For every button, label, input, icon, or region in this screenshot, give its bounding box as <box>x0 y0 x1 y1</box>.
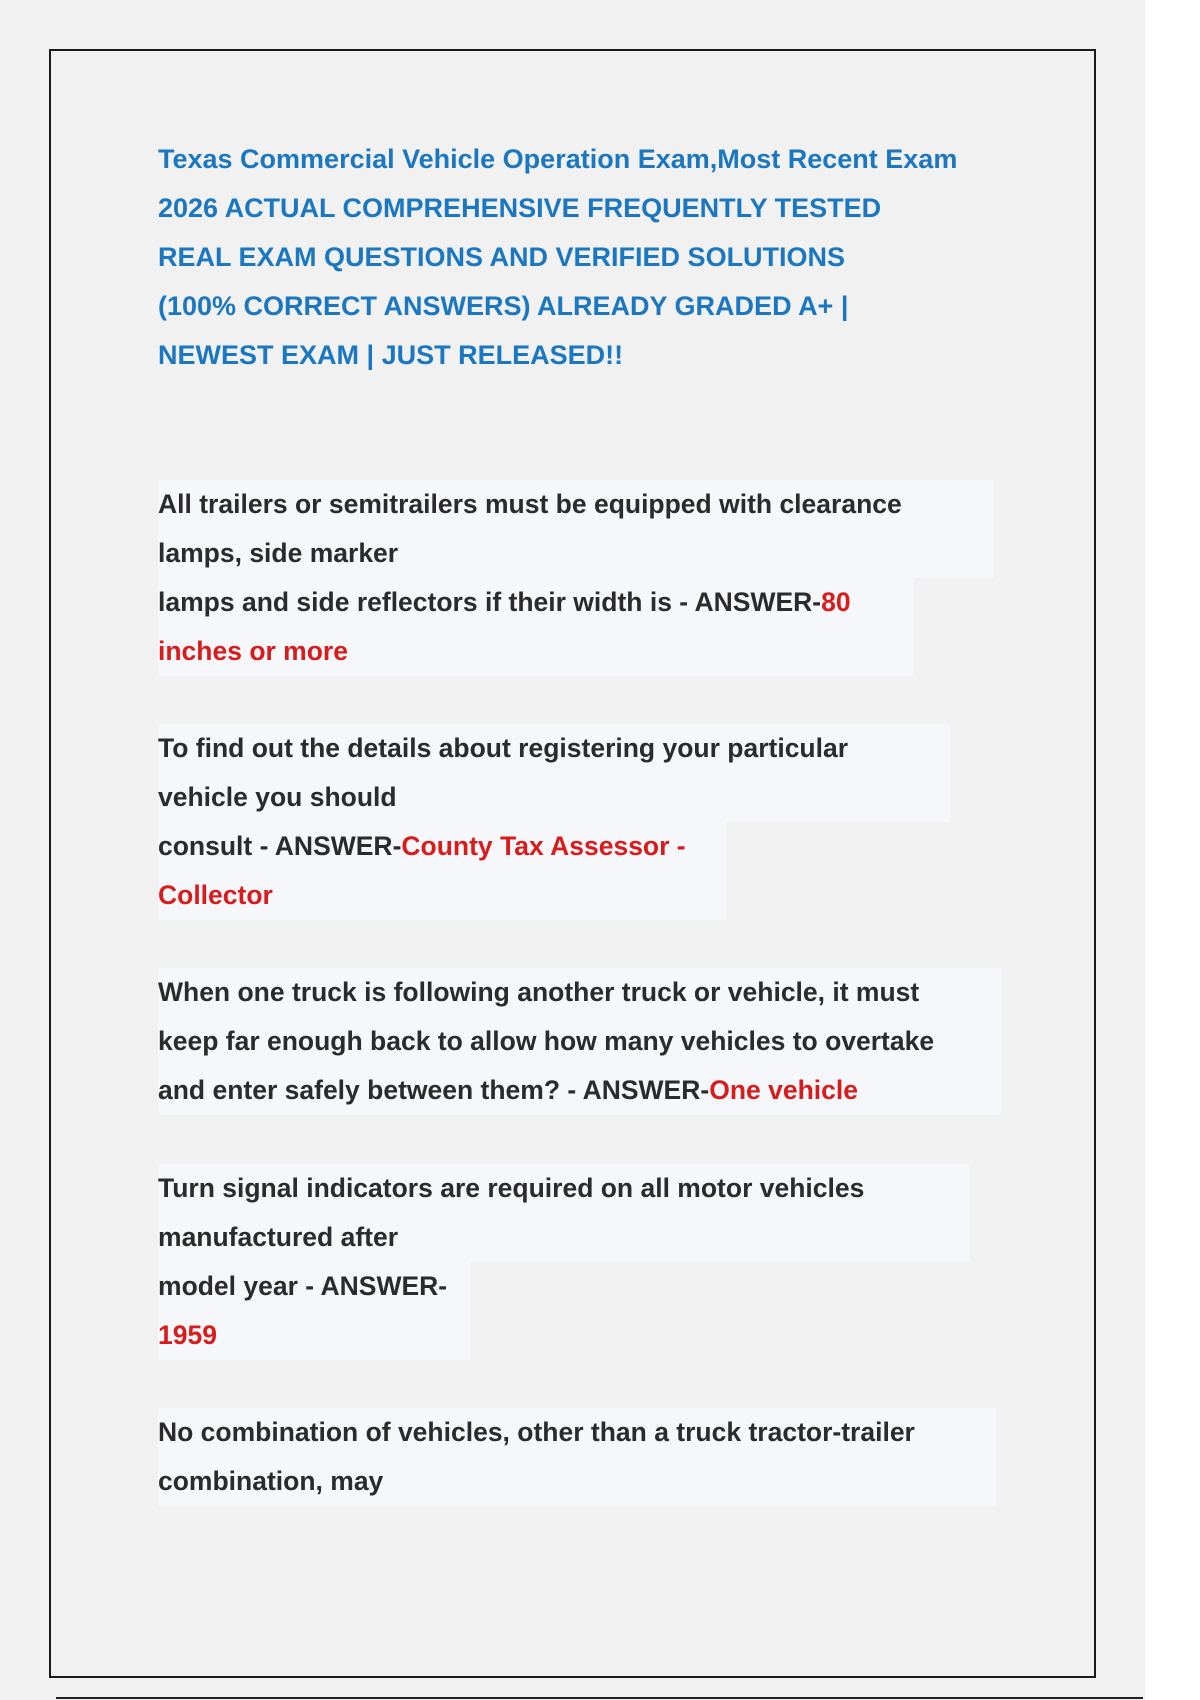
question-line: Turn signal indicators are required on all motor vehicles <box>158 1164 970 1213</box>
question-line: vehicle you should <box>158 773 950 822</box>
question-text: and enter safely between them? - ANSWER- <box>158 1075 710 1105</box>
question-line: No combination of vehicles, other than a truck tractor-trailer <box>158 1408 996 1457</box>
question-line <box>158 822 726 871</box>
title-line: REAL EXAM QUESTIONS AND VERIFIED SOLUTIONS <box>158 242 846 272</box>
question-line: All trailers or semitrailers must be equipped with clearance <box>158 480 994 529</box>
question-line: combination, may <box>158 1457 996 1506</box>
bottom-rule <box>56 1697 1143 1699</box>
question-line <box>158 578 914 627</box>
question-line: To find out the details about registering your particular <box>158 724 950 773</box>
question-block <box>158 480 994 676</box>
question-line <box>158 1066 1002 1115</box>
question-text: lamps and side reflectors if their width is - ANSWER- <box>158 587 822 617</box>
answer-text: Collector <box>158 871 726 920</box>
question-line: manufactured after <box>158 1213 970 1262</box>
question-block <box>158 1408 996 1506</box>
question-block <box>158 968 1002 1115</box>
question-block <box>158 724 950 920</box>
question-block <box>158 1164 970 1360</box>
title-line: 2026 ACTUAL COMPREHENSIVE FREQUENTLY TESTED <box>158 193 882 223</box>
question-line: When one truck is following another truck or vehicle, it must <box>158 968 1002 1017</box>
question-text: consult - ANSWER- <box>158 831 402 861</box>
title-line: (100% CORRECT ANSWERS) ALREADY GRADED A+ | <box>158 291 849 321</box>
answer-text: 1959 <box>158 1311 470 1360</box>
question-line: keep far enough back to allow how many vehicles to overtake <box>158 1017 1002 1066</box>
answer-text: One vehicle <box>709 1075 858 1105</box>
question-line: model year - ANSWER- <box>158 1262 470 1311</box>
answer-text: 80 <box>821 587 851 617</box>
answer-text: inches or more <box>158 627 914 676</box>
answer-text: County Tax Assessor - <box>401 831 686 861</box>
title-line: NEWEST EXAM | JUST RELEASED!! <box>158 340 624 370</box>
question-line: lamps, side marker <box>158 529 994 578</box>
title-line: Texas Commercial Vehicle Operation Exam,Most Recent Exam <box>158 144 958 174</box>
document-title <box>158 135 1018 380</box>
